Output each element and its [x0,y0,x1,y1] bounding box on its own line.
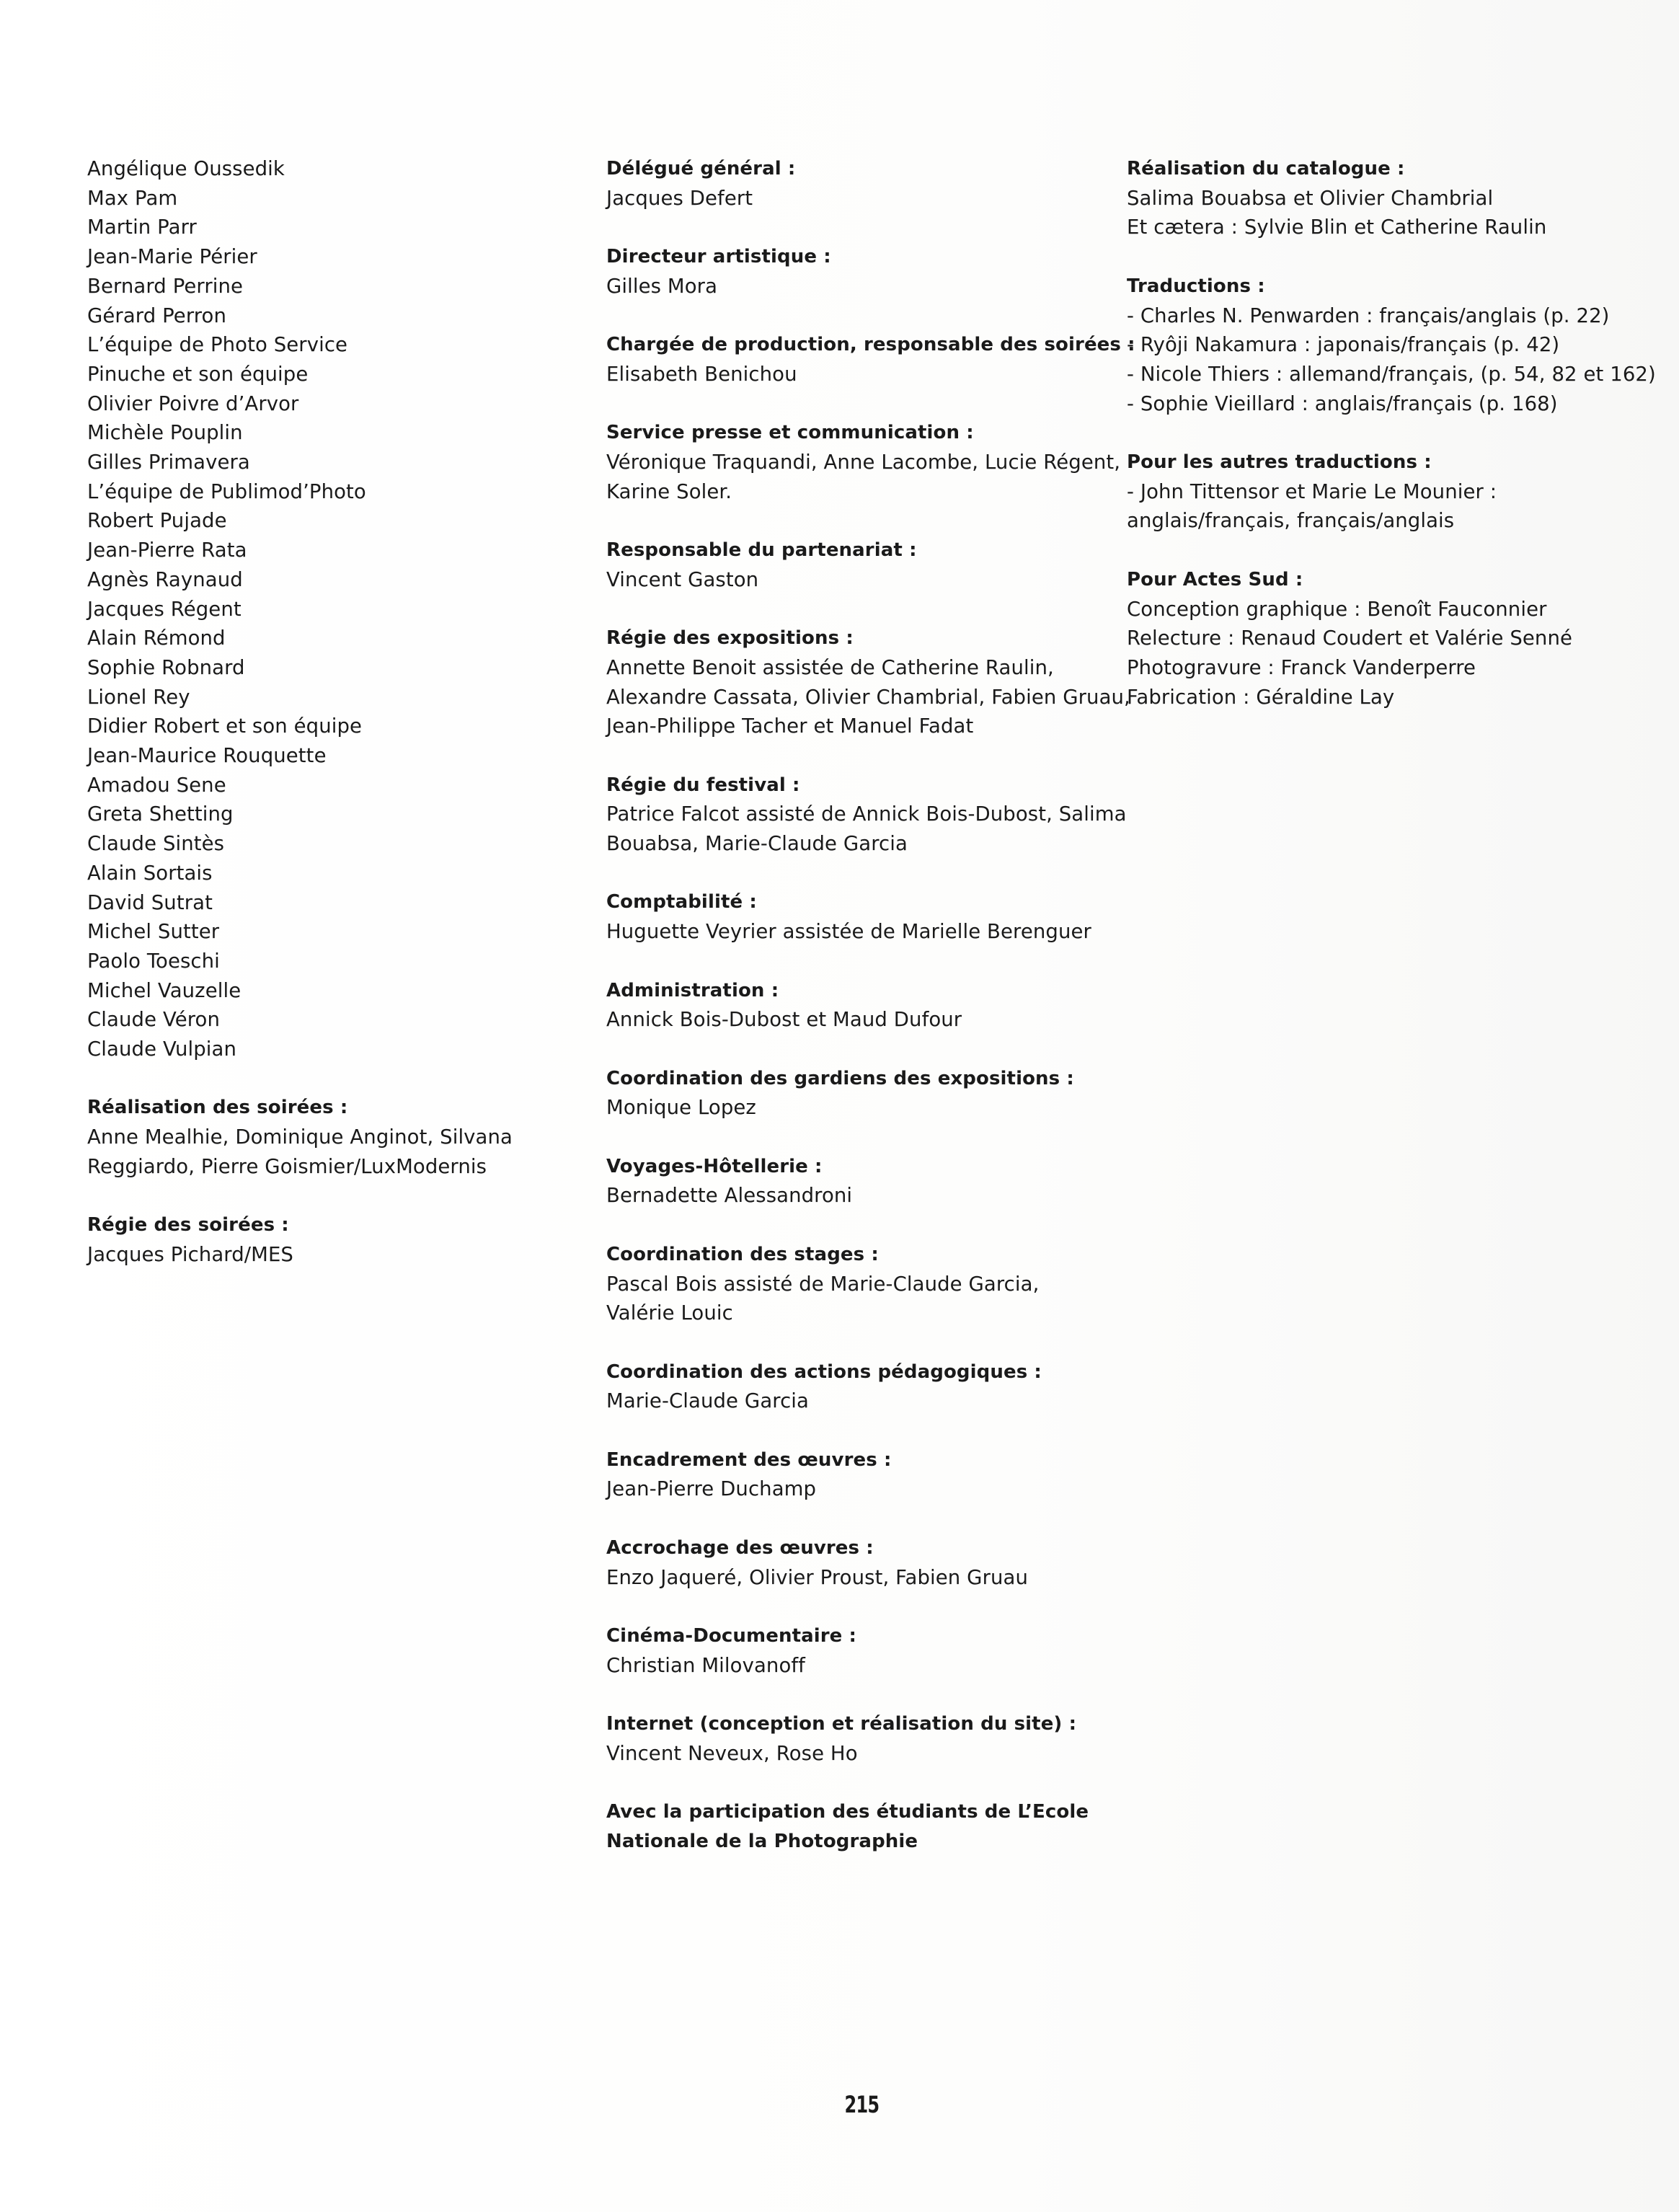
credit-section [606,1358,1125,1416]
section-heading: Nationale de la Photographie [606,1830,918,1852]
credit-section [606,1797,1125,1856]
thanks-name: Claude Véron [87,1008,220,1032]
thanks-name: Alain Rémond [87,627,226,650]
section-heading: Pour Actes Sud : [1127,568,1303,590]
credit-section [606,1622,1125,1680]
credit-section [606,771,1125,859]
credit-line: - Ryôji Nakamura : japonais/français (p. 42) [1127,333,1560,357]
thanks-name: Amadou Sene [87,773,226,797]
section-heading: Régie des soirées : [87,1214,289,1236]
credit-line: Annick Bois-Dubost et Maud Dufour [606,1008,962,1032]
thanks-name: Michel Vauzelle [87,978,242,1002]
section-heading: Voyages-Hôtellerie : [606,1155,823,1177]
thanks-name: Didier Robert et son équipe [87,715,363,738]
credit-line: Alexandre Cassata, Olivier Chambrial, Fabien Gruau, [606,685,1130,709]
thanks-name: Michèle Pouplin [87,421,243,445]
section-heading: Directeur artistique : [606,246,831,268]
credit-line: Annette Benoit assistée de Catherine Raulin, [606,655,1054,679]
credit-line: - Sophie Vieillard : anglais/français (p. 168) [1127,391,1558,415]
credit-section [1127,448,1631,536]
credit-line: Huguette Veyrier assistée de Marielle Berenguer [606,920,1091,944]
credit-line: - Nicole Thiers : allemand/français, (p. 54, 82 et 162) [1127,362,1656,386]
thanks-name: L’équipe de Publimod’Photo [87,479,366,503]
thanks-name: Claude Sintès [87,832,225,856]
credit-line: Jean-Pierre Duchamp [606,1477,817,1501]
thanks-name-list [87,154,592,1064]
credit-line: anglais/français, français/anglais [1127,509,1455,533]
credit-line: Pascal Bois assisté de Marie-Claude Garcia, [606,1272,1040,1296]
credit-line: Fabrication : Géraldine Lay [1127,685,1395,709]
credit-line: Christian Milovanoff [606,1653,805,1677]
section-heading: Cinéma-Documentaire : [606,1624,857,1647]
credit-section [1127,272,1656,419]
thanks-name: L’équipe de Photo Service [87,333,348,357]
credit-section [606,154,1125,213]
credit-line: Vincent Gaston [606,567,759,591]
credit-section [1127,565,1631,712]
credit-line: Vincent Neveux, Rose Ho [606,1741,858,1765]
credit-line: Bouabsa, Marie-Claude Garcia [606,832,908,856]
credit-line: Jacques Pichard/MES [87,1242,293,1266]
credit-line: Jacques Defert [606,186,753,210]
credit-section [606,1534,1125,1592]
credit-section [87,1093,592,1181]
credit-section [606,536,1125,594]
credit-line: - Charles N. Penwarden : français/anglais (p. 22) [1127,304,1610,327]
thanks-name: Paolo Toeschi [87,949,220,973]
section-heading: Comptabilité : [606,891,757,913]
credit-line: Salima Bouabsa et Olivier Chambrial [1127,186,1494,210]
thanks-name: Olivier Poivre d’Arvor [87,391,299,415]
credit-line: Enzo Jaqueré, Olivier Proust, Fabien Gruau [606,1565,1028,1589]
credit-line: Photogravure : Franck Vanderperre [1127,655,1476,679]
credit-line: Relecture : Renaud Coudert et Valérie Senné [1127,627,1573,650]
credit-section [606,1709,1125,1768]
thanks-name: Greta Shetting [87,802,234,826]
section-heading: Pour les autres traductions : [1127,451,1432,473]
credit-line: Bernadette Alessandroni [606,1184,853,1208]
credit-section [606,888,1125,946]
thanks-name: Martin Parr [87,216,197,239]
credit-line: Elisabeth Benichou [606,362,797,386]
credit-section [606,1240,1125,1328]
section-heading: Régie des expositions : [606,627,854,650]
credit-section [606,1064,1125,1123]
credit-section [606,418,1125,506]
credit-line: Anne Mealhie, Dominique Anginot, Silvana [87,1125,513,1149]
credit-line: - John Tittensor et Marie Le Mounier : [1127,479,1497,503]
thanks-name: Michel Sutter [87,920,220,944]
thanks-name: Angélique Oussedik [87,157,285,180]
credit-line: Reggiardo, Pierre Goismier/LuxModernis [87,1154,487,1178]
thanks-name: Pinuche et son équipe [87,362,309,386]
credit-line: Conception graphique : Benoît Fauconnier [1127,597,1547,621]
thanks-name: Gilles Primavera [87,451,250,474]
credit-section [606,1446,1125,1504]
section-heading: Traductions : [1127,275,1265,297]
section-heading: Régie du festival : [606,774,800,796]
section-heading: Accrochage des œuvres : [606,1536,874,1559]
right-column [1127,154,1656,712]
credit-line: Patrice Falcot assisté de Annick Bois-Dubost, Salima [606,802,1127,826]
section-heading: Service presse et communication : [606,422,974,444]
thanks-name: Bernard Perrine [87,274,244,298]
credit-section [87,1211,592,1269]
credit-line: Karine Soler. [606,479,732,503]
thanks-name: Sophie Robnard [87,655,245,679]
credit-line: Et cætera : Sylvie Blin et Catherine Raulin [1127,216,1547,239]
section-heading: Encadrement des œuvres : [606,1448,892,1471]
thanks-name: Jean-Maurice Rouquette [87,744,327,768]
section-heading: Internet (conception et réalisation du site) : [606,1713,1077,1735]
credit-line: Marie-Claude Garcia [606,1389,809,1413]
section-heading: Administration : [606,979,779,1001]
section-heading: Réalisation du catalogue : [1127,158,1405,180]
credit-section [606,1152,1125,1211]
thanks-name: Jean-Marie Périer [87,245,257,269]
credit-section [606,624,1130,741]
left-column [87,154,592,1270]
thanks-name: Max Pam [87,186,178,210]
credit-section [606,976,1125,1035]
thanks-name: David Sutrat [87,890,213,914]
credit-section [1127,154,1631,242]
credit-line: Monique Lopez [606,1096,756,1120]
section-heading: Chargée de production, responsable des soirées : [606,334,1135,356]
credit-section [606,330,1135,389]
section-heading: Réalisation des soirées : [87,1097,348,1119]
section-heading: Coordination des stages : [606,1243,879,1265]
thanks-name: Alain Sortais [87,861,213,885]
middle-column [606,154,1135,1857]
thanks-name: Robert Pujade [87,509,227,533]
thanks-name: Agnès Raynaud [87,567,243,591]
thanks-name: Lionel Rey [87,685,190,709]
thanks-name: Claude Vulpian [87,1038,237,1061]
section-heading: Avec la participation des étudiants de L’Ecole [606,1801,1089,1823]
section-heading: Responsable du partenariat : [606,539,917,562]
page-number: 215 [844,2091,880,2118]
thanks-name: Gérard Perron [87,304,227,327]
section-heading: Délégué général : [606,158,796,180]
thanks-name: Jacques Régent [87,597,242,621]
thanks-name: Jean-Pierre Rata [87,539,247,562]
section-heading: Coordination des gardiens des expositions : [606,1067,1074,1089]
credit-line: Gilles Mora [606,274,718,298]
credit-line: Véronique Traquandi, Anne Lacombe, Lucie Régent, [606,450,1121,474]
credit-line: Jean-Philippe Tacher et Manuel Fadat [606,715,974,738]
section-heading: Coordination des actions pédagogiques : [606,1361,1042,1383]
credit-line: Valérie Louic [606,1301,733,1325]
credit-section [606,242,1125,301]
